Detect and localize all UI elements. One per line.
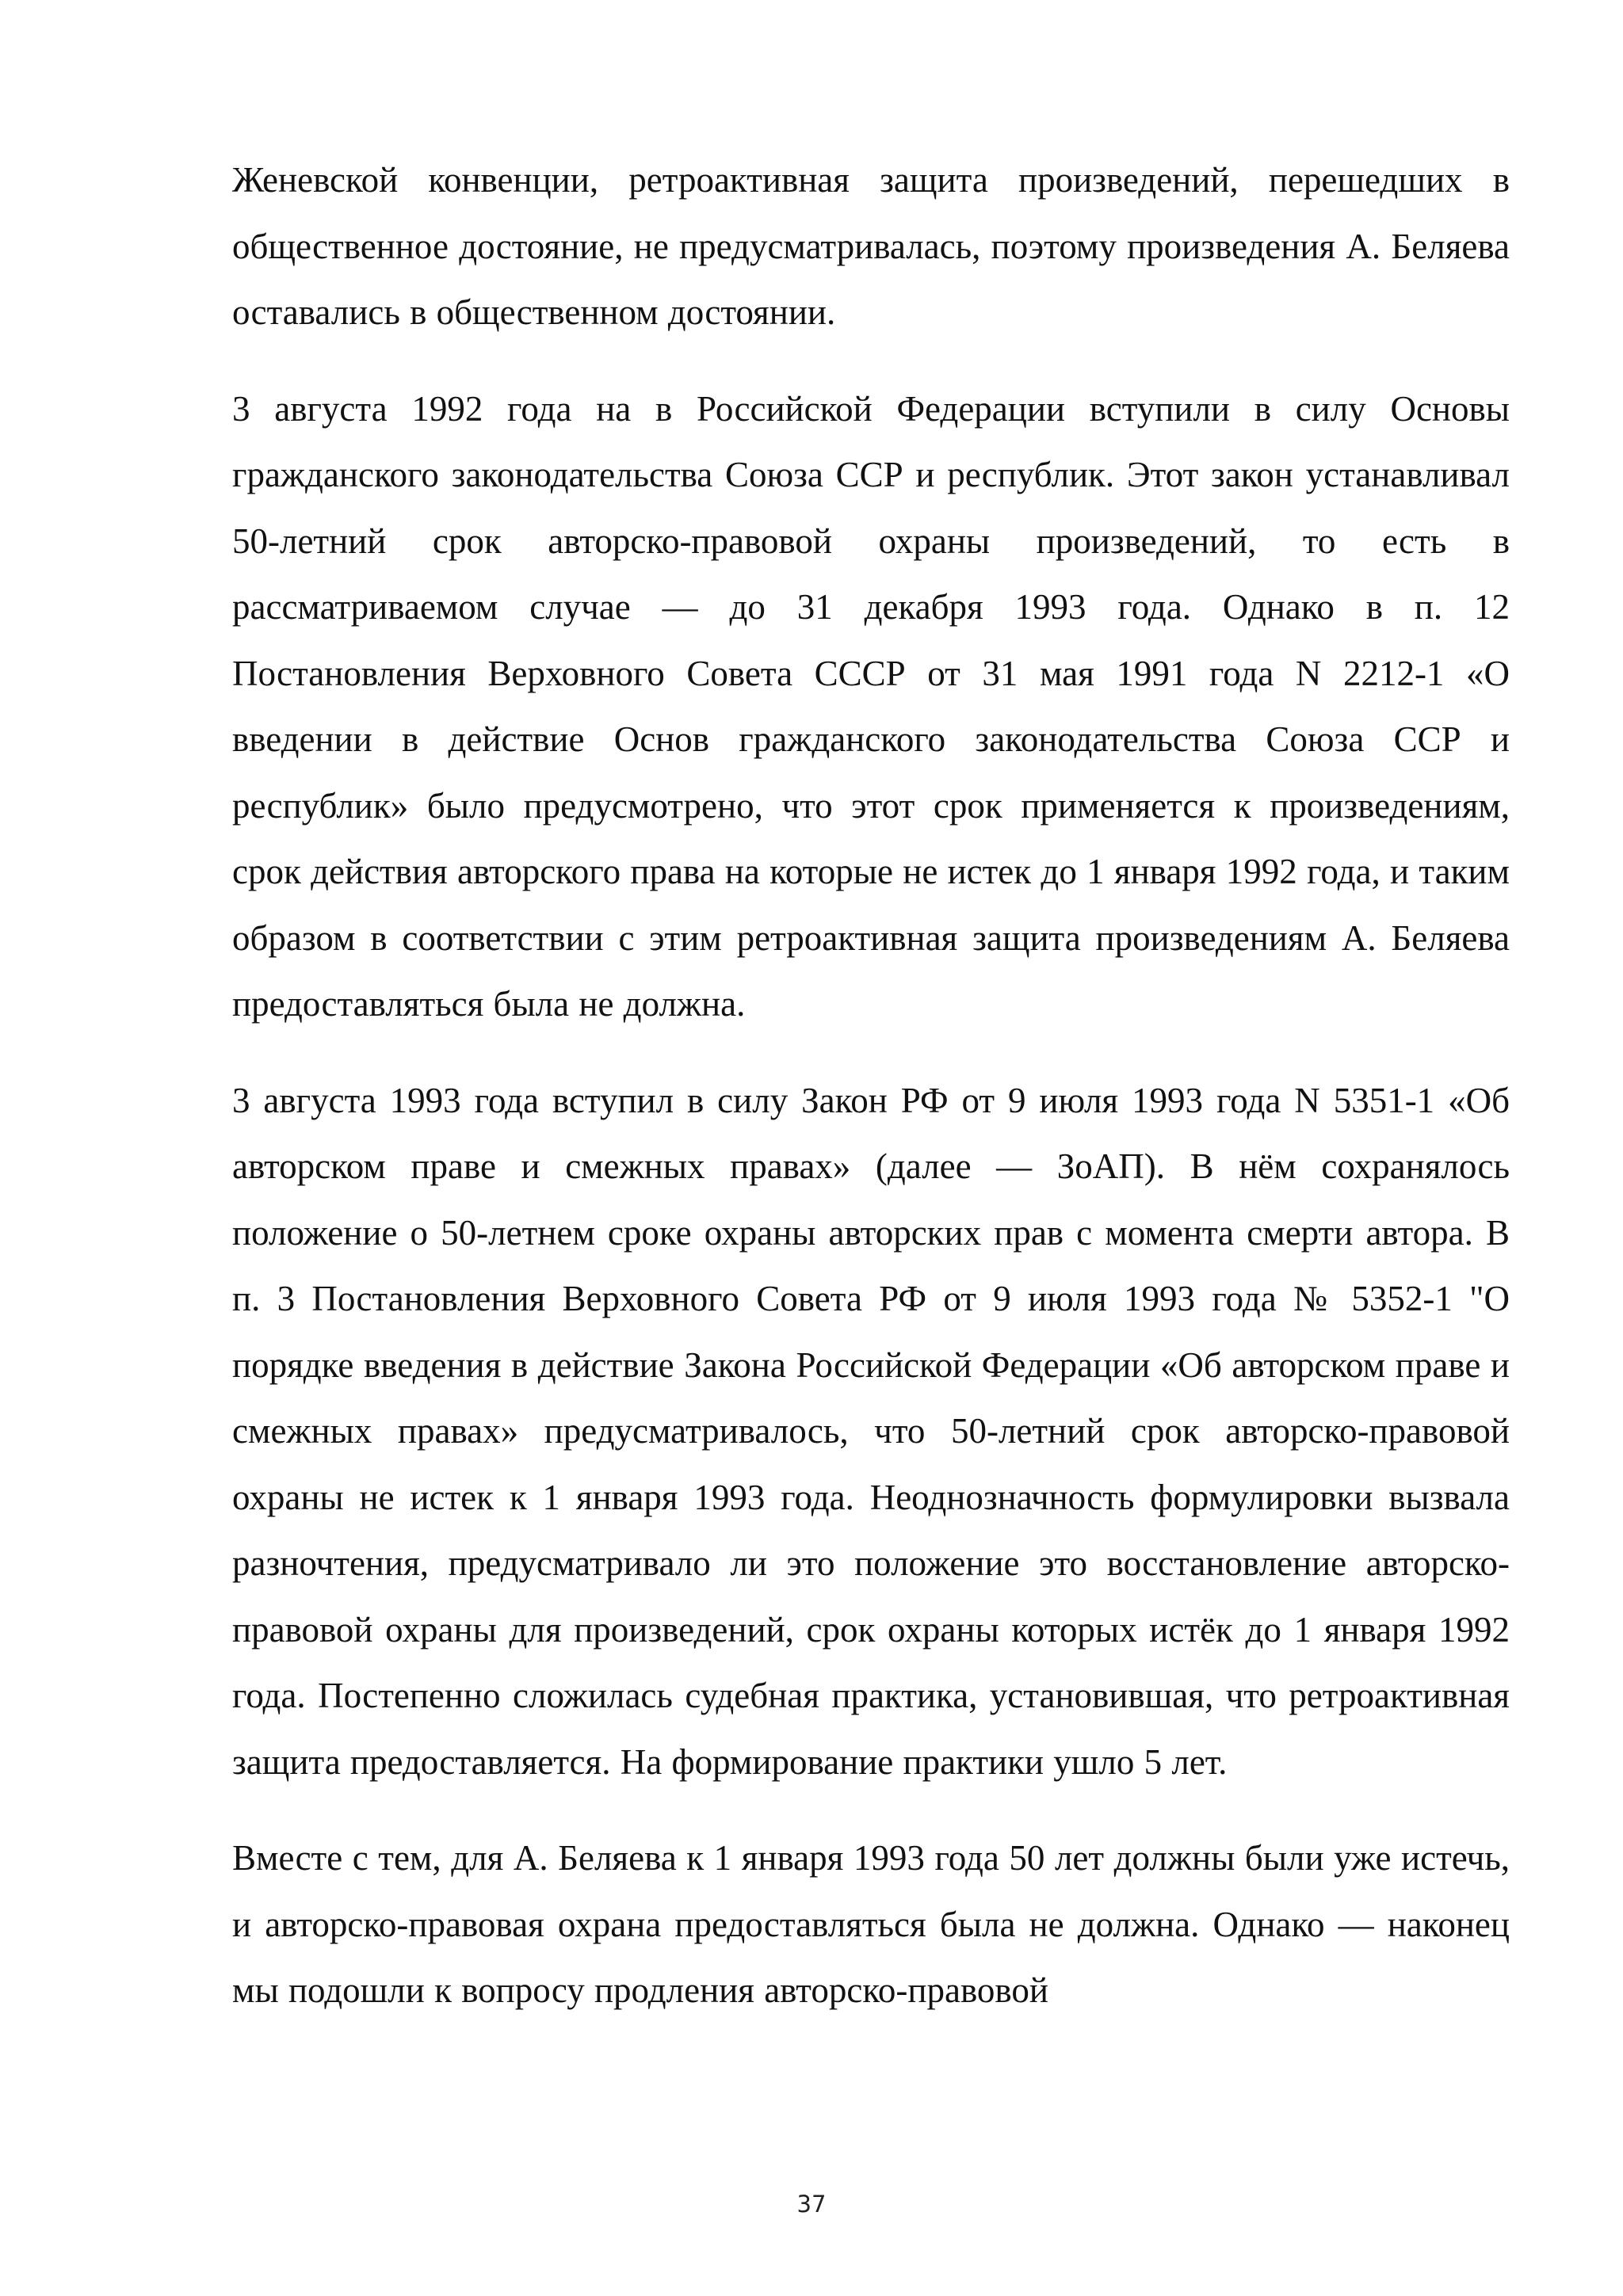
paragraph-4: Вместе с тем, для А. Беляева к 1 января 1993 года 50 лет должны были уже истечь, и авторско-правовая охрана предоставляться была не должна. Однако — наконец мы подошли к вопросу продления авторско-правовой [232,1838,1510,2010]
paragraph-1: Женевской конвенции, ретроактивная защита произведений, перешедших в общественное достояние, не предусматривалась, поэтому произведения А. Беляева оставались в общественном достоянии. [232,160,1510,332]
body-text [232,147,1510,2054]
paragraph-3: 3 августа 1993 года вступил в силу Закон РФ от 9 июля 1993 года N 5351-1 «Об авторском праве и смежных правах» (далее — ЗоАП). В нём сохранялось положение о 50-летнем сроке охраны авторских прав с момента смерти автора. В п. 3 Постановления Верховного Совета РФ от 9 июля 1993 года № 5352-1 "О порядке введения в действие Закона Российской Федерации «Об авторском праве и смежных правах» предусматривалось, что 50-летний срок авторско-правовой охраны не истек к 1 января 1993 года. Неоднозначность формулировки вызвала разночтения, предусматривало ли это положение это восстановление авторско-правовой охраны для произведений, срок охраны которых истёк до 1 января 1992 года. Постепенно сложилась судебная практика, установившая, что ретроактивная защита предоставляется. На формирование практики ушло 5 лет. [232,1080,1510,1782]
paragraph-2: 3 августа 1992 года на в Российской Федерации вступили в силу Основы гражданского законодательства Союза ССР и республик. Этот закон устанавливал 50-летний срок авторско-правовой охраны произведений, то есть в рассматриваемом случае — до 31 декабря 1993 года. Однако в п. 12 Постановления Верховного Совета СССР от 31 мая 1991 года N 2212-1 «О введении в действие Основ гражданского законодательства Союза ССР и республик» было предусмотрено, что этот срок применяется к произведениям, срок действия авторского права на которые не истек до 1 января 1992 года, и таким образом в соответствии с этим ретроактивная защита произведениям А. Беляева предоставляться была не должна. [232,388,1510,1024]
page-number: 37 [796,2191,827,2218]
